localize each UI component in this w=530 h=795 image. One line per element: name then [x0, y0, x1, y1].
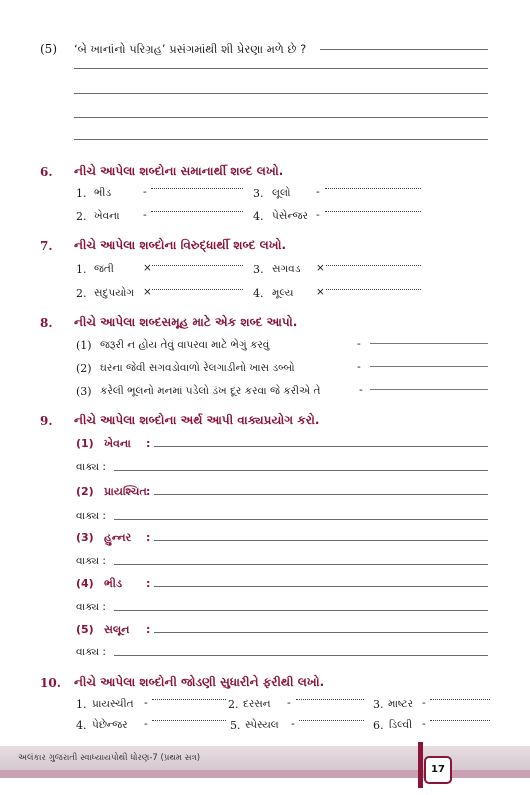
q6-item-sep: - [316, 209, 320, 221]
answer-line [74, 117, 488, 118]
q7-item-word: સગવડ [272, 263, 301, 275]
q8-item-text: જરૂરી ન હોય તેવું વાપરવા માટે ભેગું કરવું [100, 339, 270, 351]
q7-item-sep: × [316, 286, 325, 298]
q6-item-word: ભીડ [94, 187, 112, 199]
q7-number: 7. [40, 239, 53, 253]
q5-number: (5) [40, 42, 57, 56]
q6-item-word: લૂલો [272, 187, 291, 199]
blank [296, 699, 364, 700]
blank [430, 720, 490, 721]
blank [152, 720, 226, 721]
q7-heading: નીચે આપેલા શબ્દોના વિરુદ્ધાર્થી શબ્દ લખો. [74, 238, 287, 252]
vakya-label: વાક્ય : [76, 646, 106, 658]
blank [326, 265, 421, 266]
q7-item-word: મૂલ્ય [272, 287, 294, 299]
q10-item-number: 3. [373, 698, 384, 711]
q10-item-number: 4. [76, 719, 87, 732]
q10-number: 10. [40, 676, 61, 690]
q6-item-sep: - [143, 186, 147, 198]
q10-item-sep: - [422, 718, 426, 730]
q7-item-word: સદુપયોગ [94, 287, 135, 299]
q9-item-colon: : [146, 623, 151, 636]
blank [370, 366, 488, 367]
q9-item-colon: : [146, 485, 151, 498]
q8-heading: નીચે આપેલા શબ્દસમૂહ માટે એક શબ્દ આપો. [74, 315, 298, 329]
q6-item-number: 4. [253, 210, 264, 223]
q10-item-number: 6. [373, 719, 384, 732]
q9-item-number: (2) [76, 485, 94, 498]
q10-item-sep: - [144, 718, 148, 730]
q5-text: ‘બે ખાનાંનો પરિગ્રહ’ પ્રસંગમાંથી શી પ્રેરણા મળે છે ? [74, 42, 307, 56]
vakya-label: વાક્ય : [76, 461, 106, 473]
q6-item-word: ખેવના [94, 210, 120, 222]
blank [152, 699, 226, 700]
q9-item-number: (5) [76, 623, 94, 636]
q10-heading: નીચે આપેલા શબ્દોની જોડણી સુધારીને ફરીથી લખો. [74, 675, 325, 689]
blank [299, 720, 364, 721]
q7-item-word: જતી [94, 263, 114, 275]
blank [151, 211, 243, 212]
q7-item-number: 2. [76, 287, 87, 300]
sentence-line [114, 470, 488, 471]
q10-item-word: પ્રાયસ્ચીત [92, 698, 134, 710]
sentence-line [114, 519, 488, 520]
q9-item-word: સલૂન [104, 623, 130, 636]
q10-item-word: દરસન [243, 698, 271, 710]
blank [152, 289, 243, 290]
meaning-line [154, 494, 488, 495]
q10-item-sep: - [144, 697, 148, 709]
q10-item-number: 5. [230, 719, 241, 732]
q6-item-number: 3. [253, 187, 264, 200]
q9-item-colon: : [146, 437, 151, 450]
answer-line [74, 93, 488, 94]
q8-item-number: (2) [76, 362, 92, 375]
page-number-box [424, 756, 452, 784]
q6-item-sep: - [316, 186, 320, 198]
q8-item-number: (1) [76, 339, 92, 352]
q7-item-number: 1. [76, 263, 87, 276]
q6-item-sep: - [143, 209, 147, 221]
q10-item-sep: - [287, 697, 291, 709]
page-number: 17 [431, 764, 445, 775]
q6-item-number: 2. [76, 210, 87, 223]
q10-item-number: 2. [228, 698, 239, 711]
q8-number: 8. [40, 316, 53, 330]
q9-item-number: (4) [76, 577, 94, 590]
q9-number: 9. [40, 414, 53, 428]
q9-item-word: ખેવના [104, 437, 131, 450]
answer-line [74, 68, 488, 69]
q9-item-colon: : [146, 577, 151, 590]
q6-item-number: 1. [76, 187, 87, 200]
q10-item-sep: - [291, 718, 295, 730]
vakya-label: વાક્ય : [76, 510, 106, 522]
meaning-line [154, 632, 488, 633]
vakya-label: વાક્ય : [76, 555, 106, 567]
q10-item-sep: - [422, 697, 426, 709]
blank [325, 188, 421, 189]
footer-title: અલંકાર ગુજરાતી સ્વાધ્યાયપોથી ધોરણ-7 (પ્રથમ સત્ર) [18, 753, 201, 763]
sentence-line [114, 610, 488, 611]
vakya-label: વાક્ય : [76, 601, 106, 613]
q8-item-text: ઘરના જેવી સગવડોવાળો રેલગાડીનો ખાસ ડબ્બો [100, 362, 295, 374]
page-marker-bar [418, 742, 423, 788]
meaning-line [154, 586, 488, 587]
q7-item-sep: × [143, 286, 152, 298]
meaning-line [154, 446, 488, 447]
q8-item-sep: - [357, 361, 361, 373]
blank [370, 343, 488, 344]
sentence-line [114, 655, 488, 656]
q10-item-number: 1. [76, 698, 87, 711]
q9-item-number: (1) [76, 437, 94, 450]
q10-item-word: માષ્ટર [388, 698, 414, 710]
blank [430, 699, 490, 700]
q10-item-word: પેછેન્જર [92, 719, 128, 731]
q7-item-number: 3. [253, 263, 264, 276]
q6-heading: નીચે આપેલા શબ્દોના સમાનાર્થી શબ્દ લખો. [74, 164, 284, 178]
q9-item-word: હુન્નર [104, 531, 132, 544]
blank [326, 289, 421, 290]
blank [152, 265, 243, 266]
q9-item-number: (3) [76, 531, 94, 544]
q10-item-word: ડિલ્વી [389, 719, 413, 731]
q8-item-text: કરેલી ભૂલનો મનમાં પડેલો ડંખ દૂર કરવા જે કરીએ તે [100, 385, 321, 397]
answer-line [320, 49, 488, 50]
q9-item-colon: : [146, 531, 151, 544]
q6-number: 6. [40, 165, 53, 179]
q7-item-sep: × [143, 262, 152, 274]
q8-item-sep: - [359, 384, 363, 396]
blank [370, 389, 488, 390]
q9-heading: નીચે આપેલા શબ્દોના અર્થ આપી વાક્યપ્રયોગ કરો. [74, 413, 320, 427]
q8-item-number: (3) [76, 385, 92, 398]
blank [151, 188, 243, 189]
q9-item-word: પ્રાયશ્ચિત [104, 485, 147, 498]
q7-item-number: 4. [253, 287, 264, 300]
q9-item-word: ભીડ [104, 577, 122, 590]
blank [325, 211, 421, 212]
sentence-line [114, 564, 488, 565]
q7-item-sep: × [316, 262, 325, 274]
answer-line [74, 139, 488, 140]
q6-item-word: પેસેન્જર [272, 210, 308, 222]
q8-item-sep: - [357, 338, 361, 350]
q10-item-word: સ્પેસ્યલ [245, 719, 279, 731]
meaning-line [154, 540, 488, 541]
